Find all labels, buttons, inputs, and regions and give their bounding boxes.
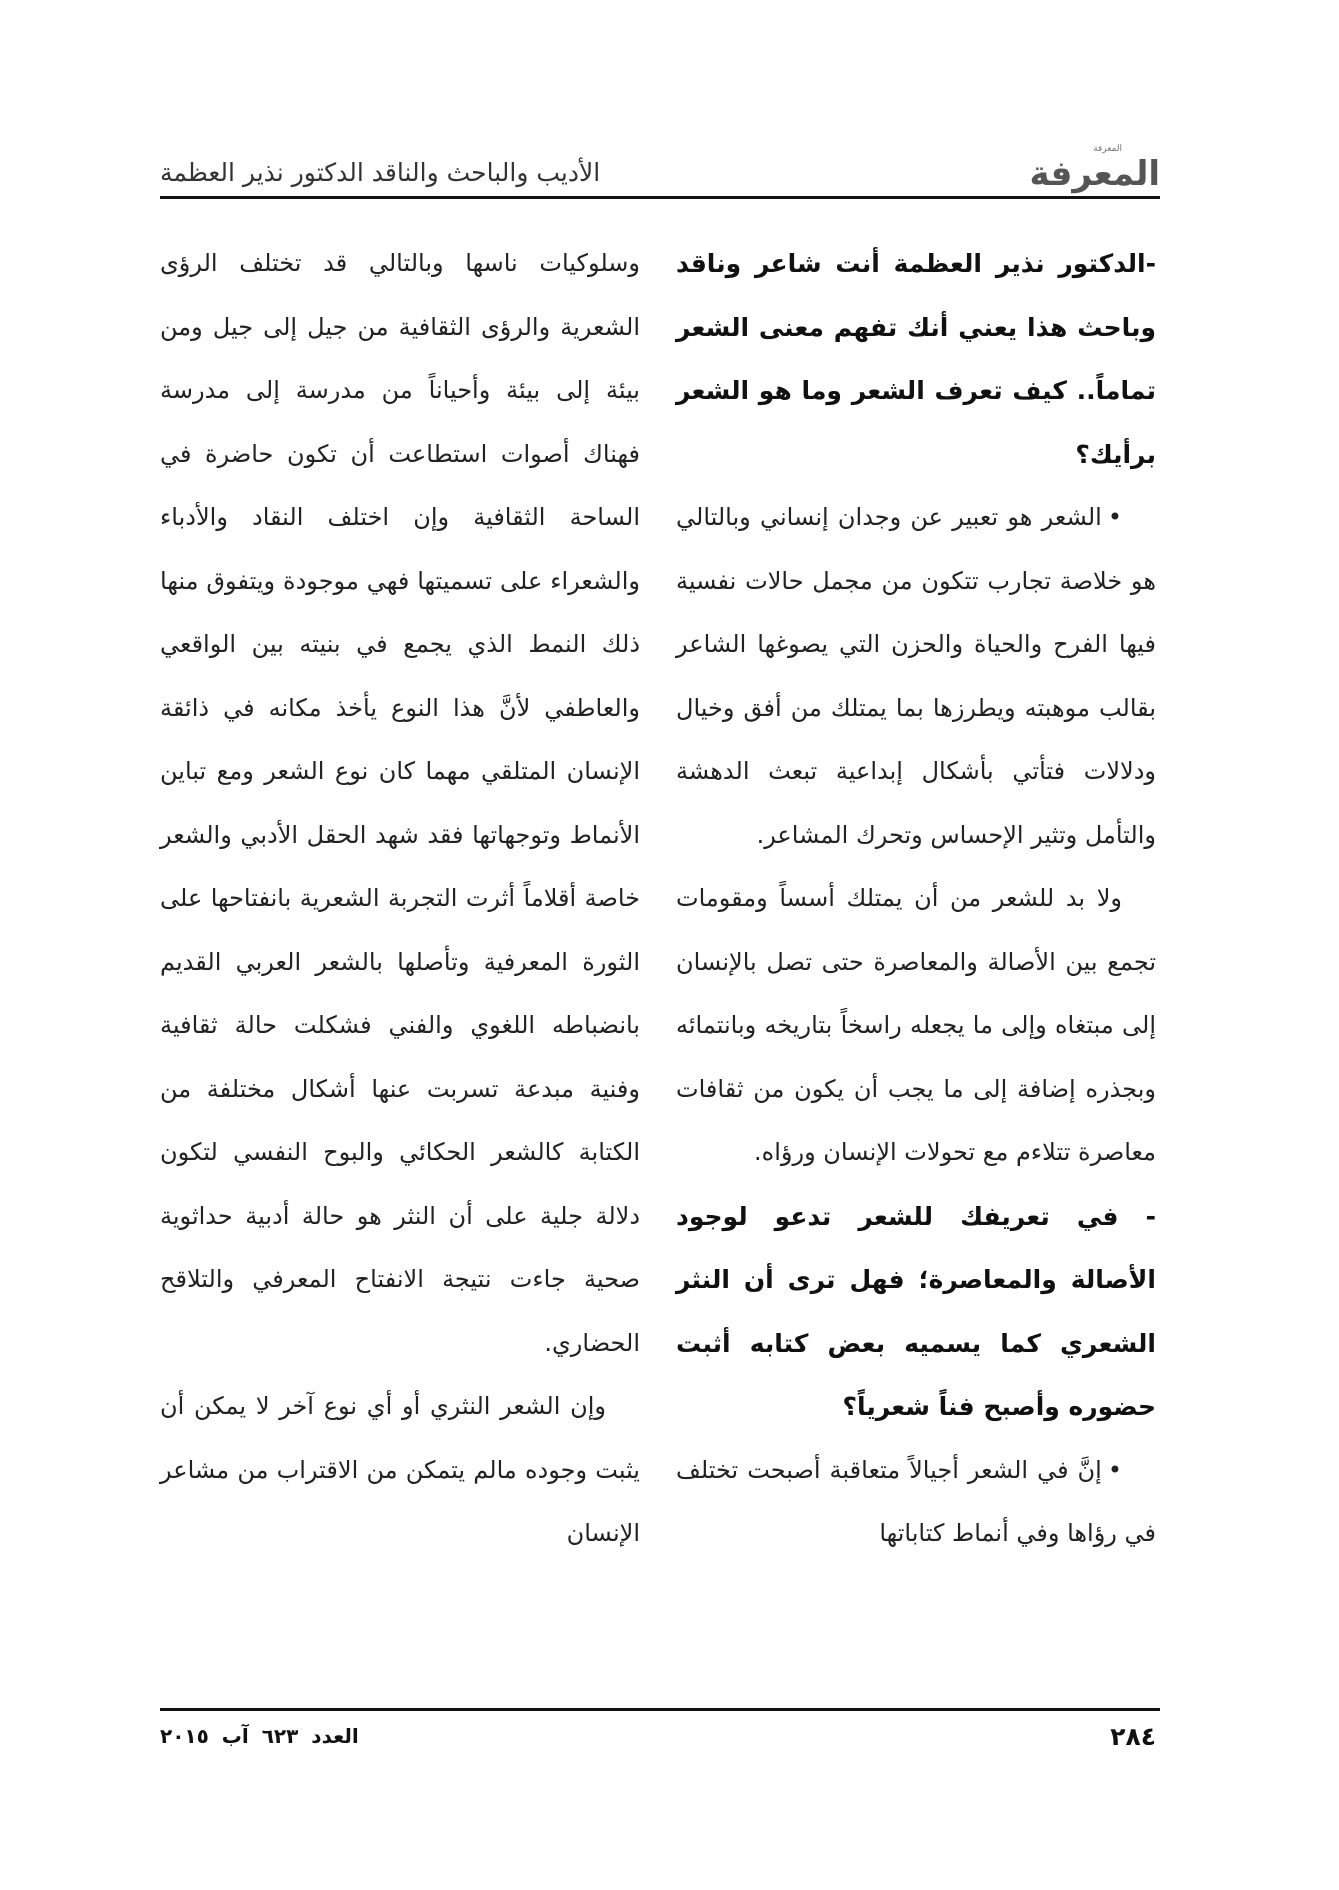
issue-info: العدد ٦٢٣ آب ٢٠١٥: [160, 1724, 359, 1748]
answer-1-paragraph-2: ولا بد للشعر من أن يمتلك أسساً ومقومات تجمع بين الأصالة والمعاصرة حتى تصل بالإنسان إلى مبتغاه وإلى ما يجعله راسخاً بتاريخه وبانتمائه وبجذره إضافة إلى ما يجب أن يكون من ثقافات معاصرة تتلاءم مع تحولات الإنسان ورؤاه.: [676, 884, 1156, 1166]
answer-1-paragraph-1: [676, 486, 1156, 867]
continued-paragraph: وسلوكيات ناسها وبالتالي قد تختلف الرؤى الشعرية والرؤى الثقافية من جيل إلى جيل ومن بيئة إلى بيئة وأحياناً من مدرسة إلى مدرسة فهناك أصوات استطاعت أن تكون حاضرة في الساحة الثقافية وإن اختلف النقاد والأدباء والشعراء على تسميتها فهي موجودة ويتفوق منها ذلك النمط الذي يجمع في بنيته بين الواقعي والعاطفي لأنَّ هذا النوع يأخذ مكانه في ذائقة الإنسان المتلقي مهما كان نوع الشعر ومع تباين الأنماط وتوجهاتها فقد شهد الحقل الأدبي والشعر خاصة أقلاماً أثرت التجربة الشعرية بانفتاحها على الثورة المعرفية وتأصلها بالشعر العربي القديم بانضباطه اللغوي والفني فشكلت حالة ثقافية وفنية مبدعة تسربت عنها أشكال مختلفة من الكتابة كالشعر الحكائي والبوح النفسي لتكون دلالة جلية على أن النثر هو حالة أدبية حداثوية صحية جاءت نتيجة الانفتاح المعرفي والتلاقح الحضاري.: [160, 249, 640, 1357]
question-2: - في تعريفك للشعر تدعو لوجود الأصالة والمعاصرة؛ فهل ترى أن النثر الشعري كما يسميه بعض كتابه أثبت حضوره وأصبح فناً شعرياً؟: [676, 1201, 1156, 1421]
magazine-logo: المعرفة: [1029, 154, 1160, 194]
question-1: -الدكتور نذير العظمة أنت شاعر وناقد وباحث هذا يعني أنك تفهم معنى الشعر تماماً.. كيف تعرف الشعر وما هو الشعر برأيك؟: [676, 249, 1156, 469]
running-title: الأديب والباحث والناقد الدكتور نذير العظمة: [160, 158, 601, 187]
answer-2-start: [676, 1439, 1156, 1566]
bullet-point: •: [1107, 503, 1122, 531]
magazine-logo-small: المعرفة: [1093, 144, 1122, 154]
header-divider: [160, 196, 1160, 199]
page-number: ٢٨٤: [1110, 1722, 1156, 1751]
page-header: [160, 144, 1160, 194]
answer-2-text: إنَّ في الشعر أجيالاً متعاقبة أصبحت تختلف في رؤاها وفي أنماط كتاباتها: [676, 1455, 1156, 1547]
bullet-point: •: [1107, 1455, 1122, 1484]
answer-1-text: الشعر هو تعبير عن وجدان إنساني وبالتالي هو خلاصة تجارب تتكون من مجمل حالات نفسية فيها الفرح والحياة والحزن التي يصوغها الشاعر بقالب موهبته ويطرزها بما يمتلك من أفق وخيال ودلالات فتأتي بأشكال إبداعية تبعث الدهشة والتأمل وتثير الإحساس وتحرك المشاعر.: [676, 503, 1156, 849]
footer-divider: [160, 1708, 1160, 1711]
paragraph-2: وإن الشعر النثري أو أي نوع آخر لا يمكن أن يثبت وجوده مالم يتمكن من الاقتراب من مشاعر الإنسان: [160, 1392, 640, 1547]
left-column: [160, 232, 640, 1566]
right-column: [676, 232, 1156, 1566]
